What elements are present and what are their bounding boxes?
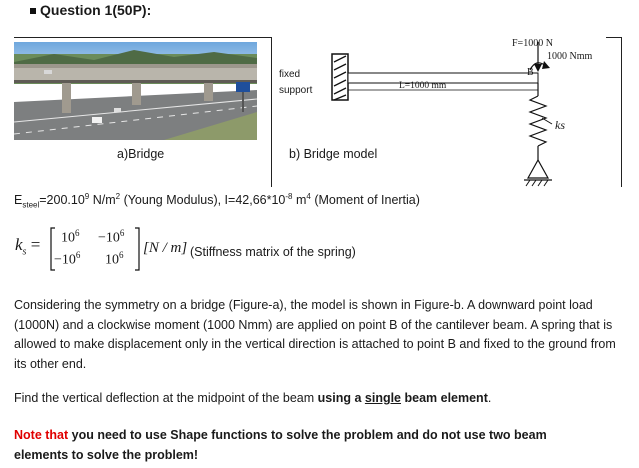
point-b-label: B [527,67,534,78]
m12-value: −10 [98,230,120,246]
support-label-line2: support [279,85,313,96]
m11-exp: 6 [75,228,80,238]
bullet-icon [30,8,36,14]
note-label: Note that [14,428,69,442]
note-text: you need to use Shape functions to solve the problem and do not use two beam elements to solve the problem! [14,428,547,462]
force-label: F=1000 N [512,38,553,49]
young-subscript: steel [22,200,40,210]
spring-constant-label [555,118,565,133]
equals-sign: = [26,235,41,254]
m22-value: 10 [105,252,119,268]
matrix-m11 [61,228,80,247]
task-bold-1: using a [317,391,365,405]
caption-bridge-model: b) Bridge model [289,147,378,161]
m22-exp: 6 [119,250,124,260]
young-description: (Young Modulus), I=42,66*10 [120,193,286,208]
caption-bridge: a)Bridge [117,147,165,161]
task-bold-2: beam element [401,391,488,405]
m21-exp: 6 [75,250,81,260]
stiffness-k: k [15,235,23,254]
task-prefix: Find the vertical deflection at the midpoint of the beam [14,391,318,405]
stiffness-unit: [N / m] [143,240,188,256]
problem-paragraph: Considering the symmetry on a bridge (Figure-a), the model is shown in Figure-b. A downward point load (1000N) and a clockwise moment (1000 Nmm) are applied on point B of the cantilever beam. A spring that is allowed to make displacement only in the vertical direction is attached to point B and fixed to the ground from its other end. [14,298,616,371]
task-line [14,389,626,409]
task-suffix: . [487,391,492,405]
beam-model-diagram [330,40,620,200]
m11-value: 10 [61,230,75,246]
m12-exp: 6 [119,228,125,238]
bridge-photo [14,42,257,140]
stiffness-subscript: s [22,246,27,258]
inertia-exponent: -8 [285,192,293,201]
stiffness-description: (Stiffness matrix of the spring) [190,245,356,259]
moment-label: 1000 Nmm [547,51,593,62]
frame-divider [271,37,272,187]
frame-right-edge [621,37,622,187]
young-symbol: E [14,193,23,208]
material-properties [14,192,420,210]
question-title: Question 1(50P): [40,2,152,18]
frame-top-right [606,37,621,38]
inertia-description: (Moment of Inertia) [310,193,420,208]
young-value: =200.10 [39,193,85,208]
young-exponent: 9 [84,192,90,201]
inertia-unit-exponent: 4 [306,192,311,201]
matrix-m12 [98,228,124,247]
length-label: L=1000 mm [399,81,447,91]
matrix-m22 [105,250,124,269]
inertia-unit: m [292,193,307,208]
young-unit-exponent: 2 [115,192,121,201]
support-label-line1: fixed [279,69,301,80]
stiffness-symbol [15,235,40,257]
m21-value: −10 [54,252,76,268]
spring-constant-symbol: ks [555,118,565,132]
matrix-m21 [54,250,80,269]
task-bold-underlined: single [364,391,402,405]
young-unit: N/m [89,193,116,208]
frame-top-left [14,37,271,38]
note-paragraph [14,426,574,465]
